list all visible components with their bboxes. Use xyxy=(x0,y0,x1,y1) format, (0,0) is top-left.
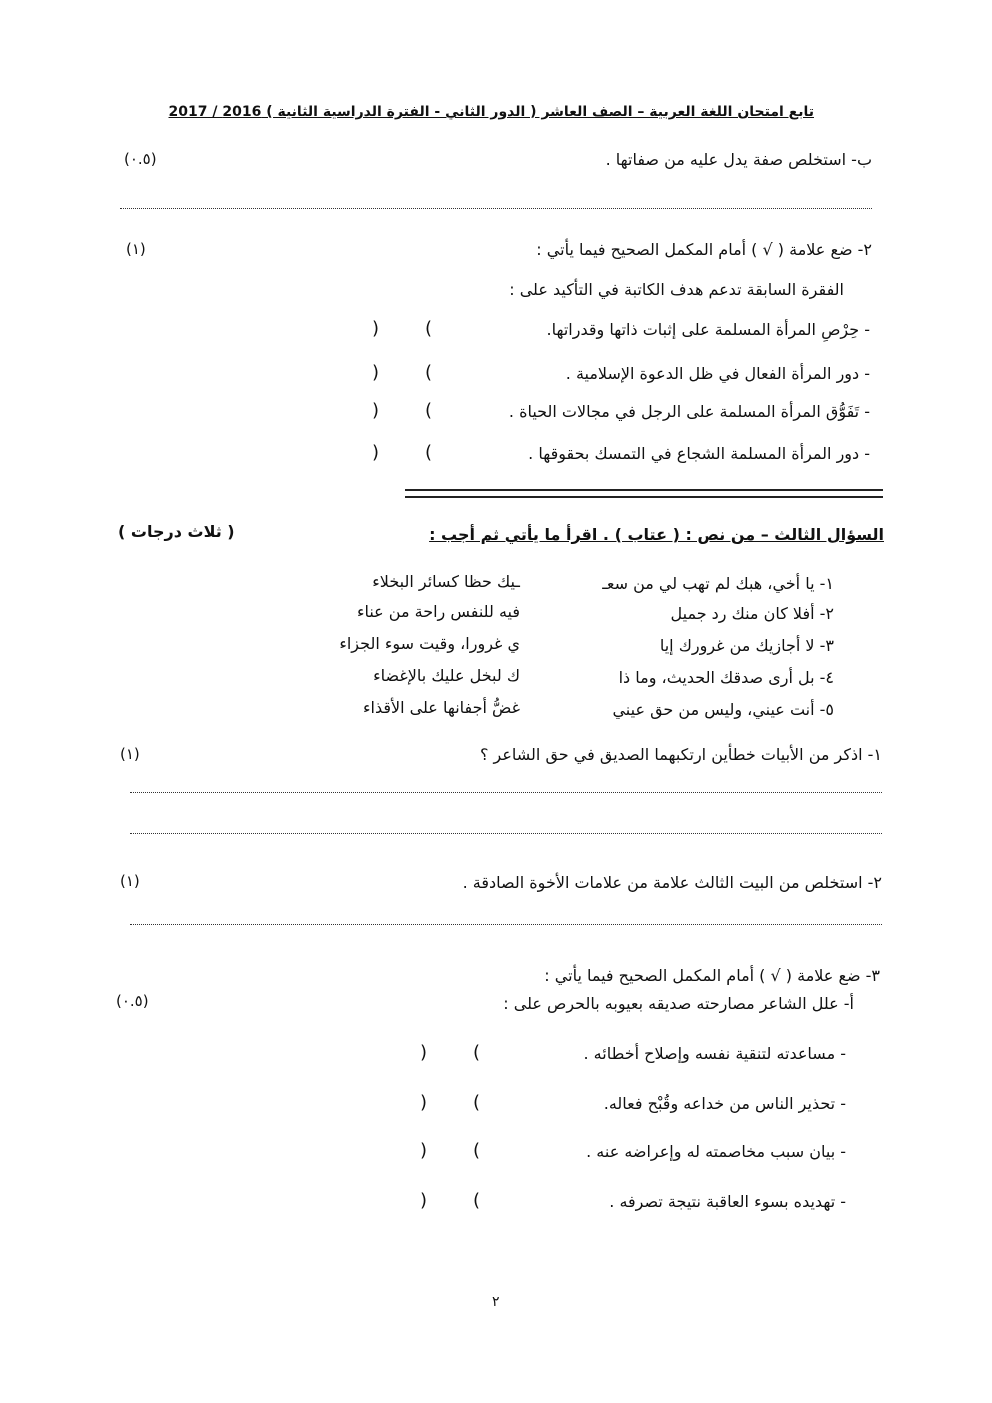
checkbox[interactable]: ) ( xyxy=(420,1042,480,1063)
verse-second-half: فيه للنفس راحة من عناء xyxy=(356,602,520,621)
verse-first-half: ٥- أنت عيني، وليس من حق عيني xyxy=(612,700,834,719)
checkbox[interactable]: ) ( xyxy=(372,400,432,421)
q3-title: السؤال الثالث – من نص : ( عتاب ) . اقرأ ما يأتي ثم أجب : xyxy=(429,525,884,544)
answer-line[interactable] xyxy=(130,833,882,834)
q2-option: - دور المرأة المسلمة الشجاع في التمسك بحقوقها . xyxy=(528,444,870,463)
q3-sub3-option: - تهديده بسوء العاقبة نتيجة تصرفه . xyxy=(609,1192,846,1211)
q2-option: - دور المرأة الفعال في ظل الدعوة الإسلامية . xyxy=(565,364,870,383)
section-b-question: ب- استخلص صفة يدل عليه من صفاتها . xyxy=(605,150,872,169)
checkbox[interactable]: ) ( xyxy=(420,1140,480,1161)
answer-line[interactable] xyxy=(130,792,882,793)
q3-sub3-score: (٠.٥) xyxy=(116,992,149,1010)
q3-sub2-question: ٢- استخلص من البيت الثالث علامة من علامات الأخوة الصادقة . xyxy=(462,873,882,892)
q2-option: - حِرْصِ المرأة المسلمة على إثبات ذاتها وقدراتها. xyxy=(546,320,870,339)
verse-second-half: غضُّ أجفانها على الأقذاء xyxy=(363,698,520,717)
q2-option: - تَفَوُّق المرأة المسلمة على الرجل في مجالات الحياة . xyxy=(508,402,870,421)
verse-second-half: ي غرورا، وقيت سوء الجزاء xyxy=(339,634,520,653)
exam-header: تابع امتحان اللغة العربية – الصف العاشر ( الدور الثاني - الفترة الدراسية الثانية ) 2016 / 2017 xyxy=(168,104,814,120)
q2-score: (١) xyxy=(126,240,146,258)
verse-first-half: ١- يا أخي، هبك لم تهب لي من سعـ xyxy=(602,574,834,593)
section-divider xyxy=(405,489,883,498)
page-number: ٢ xyxy=(492,1294,500,1310)
q2-stem: الفقرة السابقة تدعم هدف الكاتبة في التأكيد على : xyxy=(509,280,844,299)
q3-sub1-question: ١- اذكر من الأبيات خطأين ارتكبهما الصديق في حق الشاعر ؟ xyxy=(479,745,882,764)
verse-second-half: ك لبخل عليك بالإغضاء xyxy=(373,666,520,685)
verse-first-half: ٤- بل أرى صدقك الحديث، وما ذا xyxy=(618,668,834,687)
q3-marks: ( ثلاث درجات ) xyxy=(118,522,235,541)
q3-sub3-title: ٣- ضع علامة ( √ ) أمام المكمل الصحيح فيما يأتي : xyxy=(544,966,880,985)
checkbox[interactable]: ) ( xyxy=(372,318,432,339)
q3-sub3-option: - تحذير الناس من خداعه وقُبْح فعاله. xyxy=(603,1094,846,1113)
q3-sub3-stem: أ- علل الشاعر مصارحته صديقه بعيوبه بالحرص على : xyxy=(503,994,854,1013)
checkbox[interactable]: ) ( xyxy=(420,1092,480,1113)
checkbox[interactable]: ) ( xyxy=(372,442,432,463)
q3-sub2-score: (١) xyxy=(120,872,140,890)
verse-second-half: ـيك حظا كسائر البخلاء xyxy=(372,572,520,591)
verse-first-half: ٣- لا أجازيك من غرورك إيا xyxy=(659,636,834,655)
q3-sub3-option: - مساعدته لتنقية نفسه وإصلاح أخطائه . xyxy=(583,1044,846,1063)
checkbox[interactable]: ) ( xyxy=(372,362,432,383)
q2-title: ٢- ضع علامة ( √ ) أمام المكمل الصحيح فيما يأتي : xyxy=(536,240,872,259)
section-b-score: (٠.٥) xyxy=(124,150,157,168)
answer-line[interactable] xyxy=(130,924,882,925)
q3-sub1-score: (١) xyxy=(120,745,140,763)
checkbox[interactable]: ) ( xyxy=(420,1190,480,1211)
verse-first-half: ٢- أفلا كان منك رد جميل xyxy=(670,604,834,623)
answer-line[interactable] xyxy=(120,208,872,209)
q3-sub3-option: - بيان سبب مخاصمته له وإعراضه عنه . xyxy=(586,1142,846,1161)
